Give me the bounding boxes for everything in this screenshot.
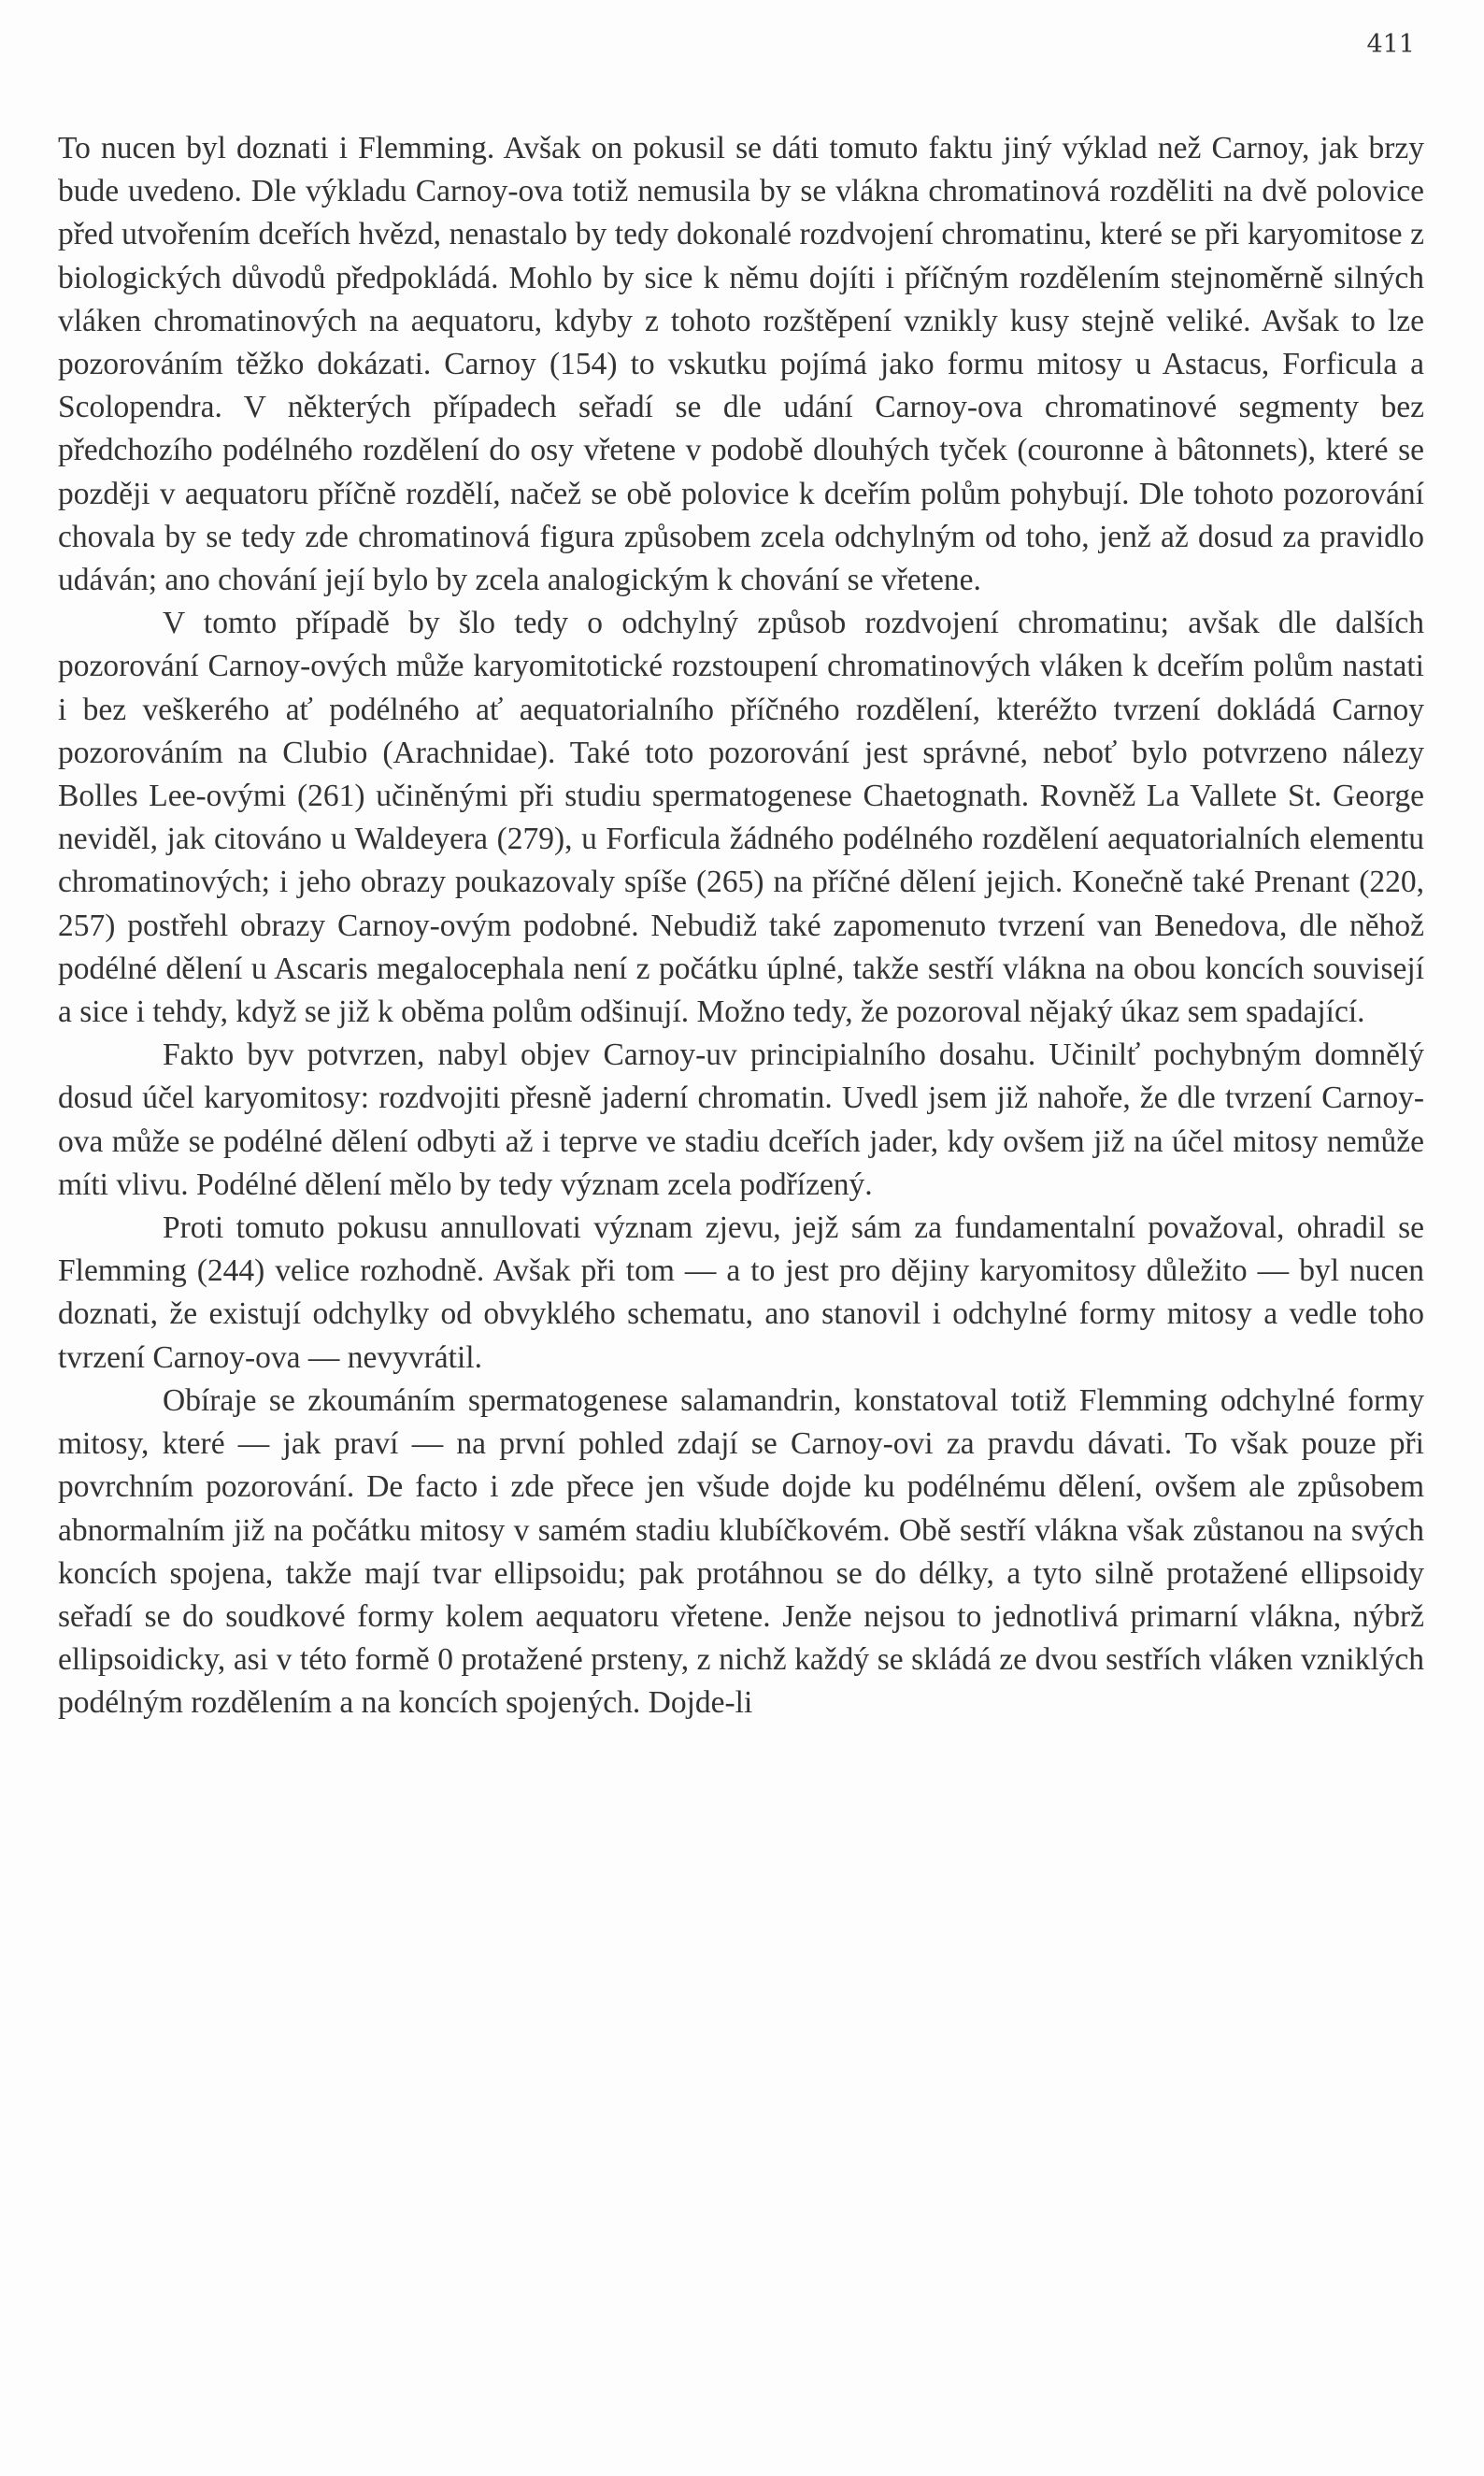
paragraph-4: Proti tomuto pokusu annullovati význam zjevu, jejž sám za fundamentalní považoval, ohradil se Flemming (244) velice rozhodně. Avšak při tom — a to jest pro dějiny karyomitosy důležito — byl nucen doznati, že existují odchylky od obvyklého schematu, ano stanovil i odchylné formy mitosy a vedle toho tvrzení Carnoy-ova — nevyvrátil. xyxy=(58,1210,1424,1375)
paragraph-3: Fakto byv potvrzen, nabyl objev Carnoy-uv principialního dosahu. Učinilť pochybným domnělý dosud účel karyomitosy: rozdvojiti přesně jaderní chromatin. Uvedl jsem již nahoře, že dle tvrzení Carnoy-ova může se podélné dělení odbyti až i teprve ve stadiu dceřích jader, kdy ovšem již na účel mitosy nemůže míti vlivu. Podélné dělení mělo by tedy význam zcela podřízený. xyxy=(58,1038,1424,1202)
paragraph-2: V tomto případě by šlo tedy o odchylný způsob rozdvojení chromatinu; avšak dle dalších pozorování Carnoy-ových může karyomitotické rozstoupení chromatinových vláken k dceřím polům nastati i bez veškerého ať podélného ať aequatorialního příčného rozdělení, kteréžto tvrzení dokládá Carnoy pozorováním na Clubio (Arachnidae). Také toto pozorování jest správné, neboť bylo potvrzeno nálezy Bolles Lee-ovými (261) učiněnými při studiu spermatogenese Chaetognath. Rovněž La Vallete St. George neviděl, jak citováno u Waldeyera (279), u Forficula žádného podélného rozdělení aequatorialních elementu chromatinových; i jeho obrazy poukazovaly spíše (265) na příčné dělení jejich. Konečně také Prenant (220, 257) postřehl obrazy Carnoy-ovým podobné. Nebudiž také zapomenuto tvrzení van Benedova, dle něhož podélné dělení u Ascaris megalocephala není z počátku úplné, takže sestří vlákna na obou koncích souvisejí a sice i tehdy, když se již k oběma polům odšinují. Možno tedy, že pozoroval nějaký úkaz sem spadající. xyxy=(58,606,1424,1030)
paragraph-1: To nucen byl doznati i Flemming. Avšak on pokusil se dáti tomuto faktu jiný výklad než Carnoy, jak brzy bude uvedeno. Dle výkladu Carnoy-ova totiž nemusila by se vlákna chromatinová rozděliti na dvě polovice před utvořením dceřích hvězd, nenastalo by tedy dokonalé rozdvojení chromatinu, které se při karyomitose z biologických důvodů předpokládá. Mohlo by sice k němu dojíti i příčným rozdělením stejnoměrně silných vláken chromatinových na aequatoru, kdyby z tohoto rozštěpení vznikly kusy stejně veliké. Avšak to lze pozorováním těžko dokázati. Carnoy (154) to vskutku pojímá jako formu mitosy u Astacus, Forficula a Scolopendra. V některých případech seřadí se dle udání Carnoy-ova chromatinové segmenty bez předchozího podélného rozdělení do osy vřetene v podobě dlouhých tyček (couronne à bâtonnets), které se později v aequatoru příčně rozdělí, načež se obě polovice k dceřím polům pohybují. Dle tohoto pozorování chovala by se tedy zde chromatinová figura způsobem zcela odchylným od toho, jenž až dosud za pravidlo udáván; ano chování její bylo by zcela analogickým k chování se vřetene. xyxy=(58,131,1424,598)
page-number: 411 xyxy=(1366,30,1415,59)
body-text xyxy=(58,127,1424,1725)
paragraph-5: Obíraje se zkoumáním spermatogenese salamandrin, konstatoval totiž Flemming odchylné formy mitosy, které — jak praví — na první pohled zdají se Carnoy-ovi za pravdu dávati. To však pouze při povrchním pozorování. De facto i zde přece jen všude dojde ku podélnému dělení, ovšem ale způsobem abnormalním již na počátku mitosy v samém stadiu klubíčkovém. Obě sestří vlákna však zůstanou na svých koncích spojena, takže mají tvar ellipsoidu; pak protáhnou se do délky, a tyto silně protažené ellipsoidy seřadí se do soudkové formy kolem aequatoru vřetene. Jenže nejsou to jednotlivá primarní vlákna, nýbrž ellipsoidicky, asi v této formě 0 protažené prsteny, z nichž každý se skládá ze dvou sestřích vláken vzniklých podélným rozdělením a na koncích spojených. Dojde-li xyxy=(58,1382,1424,1721)
